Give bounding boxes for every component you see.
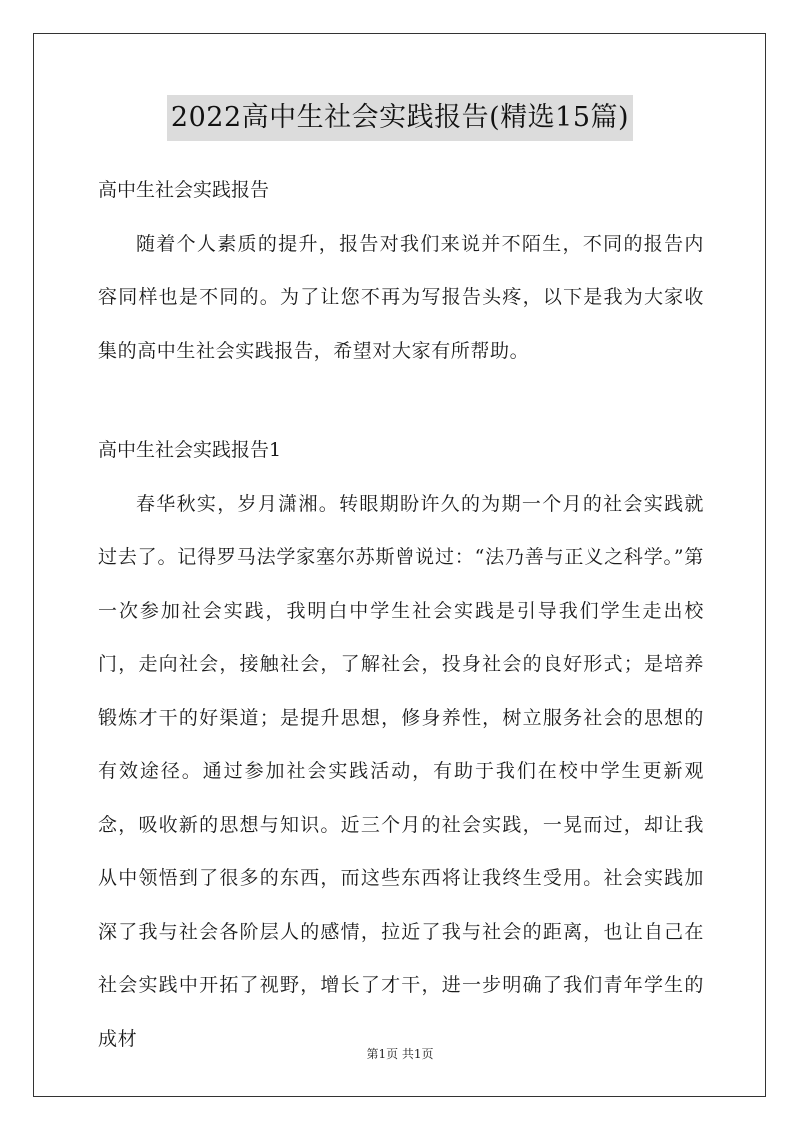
title-container [0,95,800,141]
document-title: 2022高中生社会实践报告(精选15篇) [167,95,633,141]
section1-heading: 高中生社会实践报告1 [98,439,282,461]
section1-paragraph: 春华秋实，岁月潇湘。转眼期盼许久的为期一个月的社会实践就过去了。记得罗马法学家塞尔苏斯曾说过：“法乃善与正义之科学。”第一次参加社会实践，我明白中学生社会实践是引导我们学生走出校门，走向社会，接触社会，了解社会，投身社会的良好形式；是培养锻炼才干的好渠道；是提升思想，修身养性，树立服务社会的思想的有效途径。通过参加社会实践活动，有助于我们在校中学生更新观念，吸收新的思想与知识。近三个月的社会实践，一晃而过，却让我从中领悟到了很多的东西，而这些东西将让我终生受用。社会实践加深了我与社会各阶层人的感情，拉近了我与社会的距离，也让自己在社会实践中开拓了视野，增长了才干，进一步明确了我们青年学生的成材 [98,492,704,1050]
section-spacer [98,378,704,424]
intro-paragraph: 随着个人素质的提升，报告对我们来说并不陌生，不同的报告内容同样也是不同的。为了让您不再为写报告头疼，以下是我为大家收集的高中生社会实践报告，希望对大家有所帮助。 [98,232,704,362]
page-footer: 第1页 共1页 [366,1047,434,1061]
intro-heading: 高中生社会实践报告 [98,179,270,201]
document-body [98,164,704,1066]
